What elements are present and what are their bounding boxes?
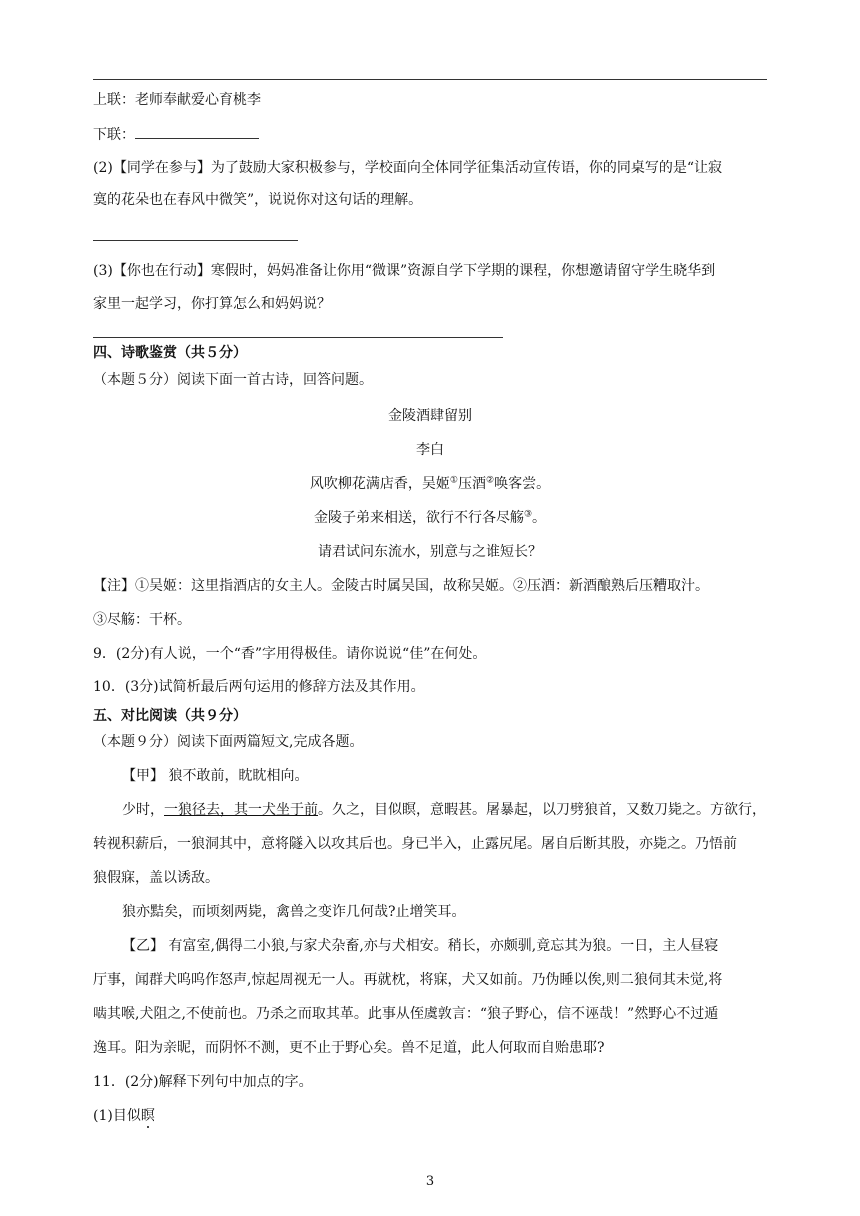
q2-answer-line[interactable] <box>93 240 298 241</box>
passage-jia-line4: 狼假寐，盖以诱敌。 <box>93 870 219 886</box>
poem-notes-line2: ③尽觞：干杯。 <box>93 612 191 628</box>
note-mark-3: ③ <box>523 509 533 520</box>
q2-line2: 寞的花朵也在春风中微笑”，说说你对这句话的理解。 <box>93 192 423 208</box>
couplet-lower-answer-blank[interactable] <box>135 124 259 139</box>
section4-intro: （本题５分）阅读下面一首古诗，回答问题。 <box>93 372 373 388</box>
poem-line-1-c: 唤客尝。 <box>494 476 551 492</box>
section5-heading: 五、对比阅读（共９分） <box>93 708 247 724</box>
passage-jia-line2-pre: 少时， <box>122 802 164 818</box>
passage-jia-line5: 狼亦黠矣，而顷刻两毙，禽兽之变诈几何哉?止增笑耳。 <box>122 904 466 920</box>
couplet-lower-label: 下联： <box>93 127 135 143</box>
poem-title: 金陵酒肆留别 <box>388 408 472 424</box>
poem-author: 李白 <box>416 442 444 458</box>
q3-answer-line[interactable] <box>93 337 503 338</box>
header-rule <box>93 79 767 80</box>
poem-line-1-a: 风吹柳花满店香，吴姬 <box>309 476 450 492</box>
poem-line-2-b: 。 <box>532 510 547 526</box>
poem-line-2 <box>0 508 860 528</box>
poem-line-1-b: 压酒 <box>458 476 486 492</box>
poem-line-1 <box>0 474 860 494</box>
question-11-item-1-text: (1)目似 <box>93 1108 141 1124</box>
question-11-item-1 <box>93 1106 155 1126</box>
poem-notes-line1: 【注】①吴姬：这里指酒店的女主人。金陵古时属吴国，故称吴姬。②压酒：新酒酿熟后压糟取汁。 <box>93 578 709 594</box>
section4-heading: 四、诗歌鉴赏（共５分） <box>93 345 247 361</box>
note-mark-1: ① <box>449 475 458 486</box>
passage-yi-line2: 厅事，闻群犬呜呜作怒声,惊起周视无一人。再就枕，将寐，犬又如前。乃伪睡以俟,则二狼伺其未觉,将 <box>93 972 723 988</box>
passage-jia-line1: 【甲】 狼不敢前，眈眈相向。 <box>122 768 309 784</box>
emphasis-dot-char: 瞑 <box>140 1108 155 1124</box>
question-9: 9．(2分)有人说，一个“香”字用得极佳。请你说说“佳”在何处。 <box>93 646 487 662</box>
q3-line1: (3)【你也在行动】寒假时，妈妈准备让你用“微课”资源自学下学期的课程，你想邀请留守学生晓华到 <box>93 263 716 279</box>
passage-yi-line4: 逸耳。阳为亲昵，而阴怀不测，更不止于野心矣。兽不足道，此人何取而自贻患耶? <box>93 1040 605 1056</box>
page-number: 3 <box>425 1174 435 1189</box>
passage-jia-line2-post: 。久之，目似瞑，意暇甚。屠暴起，以刀劈狼首，又数刀毙之。方欲行， <box>318 802 766 818</box>
poem-line-2-a: 金陵子弟来相送，欲行不行各尽觞 <box>313 510 524 526</box>
passage-yi-line1: 【乙】 有富室,偶得二小狼,与家犬杂畜,亦与犬相安。稍长，亦颇驯,竟忘其为狼。一日，主人昼寝 <box>122 938 719 954</box>
underlined-sentence: 一狼径去，其一犬坐于前 <box>164 802 318 818</box>
passage-yi-line3: 啮其喉,犬阻之,不使前也。乃杀之而取其革。此事从侄虞敦言：“狼子野心，信不诬哉！”然野心不过遁 <box>93 1006 719 1022</box>
section5-intro: （本题９分）阅读下面两篇短文,完成各题。 <box>93 734 364 750</box>
question-10: 10．(3分)试简析最后两句运用的修辞方法及其作用。 <box>93 679 425 695</box>
poem-line-3: 请君试问东流水，别意与之谁短长？ <box>318 544 542 560</box>
passage-jia-line2 <box>122 800 766 820</box>
passage-jia-line3: 转视积薪后，一狼洞其中，意将隧入以攻其后也。身已半入，止露尻尾。屠自后断其股，亦毙之。乃悟前 <box>93 836 737 852</box>
question-11: 11．(2分)解释下列句中加点的字。 <box>93 1074 313 1090</box>
couplet-lower <box>93 124 259 145</box>
q2-line1: (2)【同学在参与】为了鼓励大家积极参与，学校面向全体同学征集活动宣传语，你的同桌写的是“让寂 <box>93 160 722 176</box>
couplet-upper: 上联：老师奉献爱心育桃李 <box>93 92 261 108</box>
q3-line2: 家里一起学习，你打算怎么和妈妈说？ <box>93 296 331 312</box>
note-mark-2: ② <box>486 475 495 486</box>
